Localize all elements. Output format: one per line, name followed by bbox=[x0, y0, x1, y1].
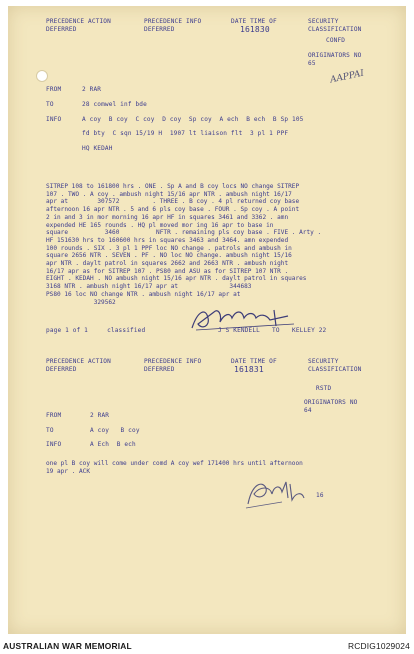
document-sheet bbox=[8, 6, 406, 634]
security-label: SECURITY CLASSIFICATION bbox=[308, 18, 362, 33]
security-value-2: RSTD bbox=[316, 385, 332, 392]
from-label-2: FROM bbox=[46, 412, 62, 419]
tel-label: TO bbox=[272, 327, 280, 334]
info-label-2: INFO bbox=[46, 441, 62, 448]
signer-name: J S KENDELL bbox=[218, 327, 261, 334]
date-time-label-2: DATE TIME OF bbox=[231, 358, 277, 365]
from-label: FROM bbox=[46, 86, 62, 93]
date-time-label: DATE TIME OF bbox=[231, 18, 277, 25]
security-label-2: SECURITY CLASSIFICATION bbox=[308, 358, 362, 373]
to-label-2: TO bbox=[46, 427, 54, 434]
info-line-3: HQ KEDAH bbox=[82, 145, 113, 152]
signature-2 bbox=[242, 476, 312, 512]
precedence-action-header: PRECEDENCE ACTION DEFERRED bbox=[46, 18, 111, 33]
originators-number: ORIGINATORS NO 65 bbox=[308, 52, 362, 67]
precedence-action-header-2: PRECEDENCE ACTION DEFERRED bbox=[46, 358, 111, 373]
archive-name: AUSTRALIAN WAR MEMORIAL bbox=[3, 641, 132, 651]
date-time-value: 161830 bbox=[240, 25, 270, 34]
handwritten-annotation: AAPPAI bbox=[329, 68, 366, 86]
signature-number: 16 bbox=[316, 492, 324, 499]
info-line-2: fd bty C sqn 15/19 H 1907 lt liaison flt 3 pl 1 PPF bbox=[82, 130, 289, 137]
to-label: TO bbox=[46, 101, 54, 108]
info-label: INFO bbox=[46, 116, 62, 123]
archive-reference: RCDIG1029024 bbox=[348, 641, 410, 651]
originators-number-2: ORIGINATORS NO 64 bbox=[304, 399, 358, 414]
message-body-2: one pl B coy will come under comd A coy wef 171400 hrs until afternoon 19 apr . ACK bbox=[46, 460, 303, 475]
precedence-info-header-2: PRECEDENCE INFO DEFERRED bbox=[144, 358, 202, 373]
from-value: 2 RAR bbox=[82, 86, 102, 93]
from-value-2: 2 RAR bbox=[90, 412, 110, 419]
sitrep-body: SITREP 108 to 161800 hrs . ONE . Sp A and B coy locs NO change SITREP 107 . TWO . A coy . ambush night 15/16 apr NTR . ambush night 16/17 apr at 307572 . THREE . B coy . 4 pl returned coy base afternoon 16 apr NTR . 5 and 6 pls coy base . FOUR . Sp coy . A point 2 in and 3 in mor morning 16 apr HF in squares 3461 and 3362 . amn expended HE 165 rounds . HQ pl moved mor ing 16 apr to base in square 3460 NFTR . remaining pls coy base . FIVE . Arty . HF 151630 hrs to 160600 hrs in squares 3463 and 3464. amn expended 100 rounds . SIX . 3 pl 1 PPF loc NO change . patrols and ambush in square 2656 NTR . SEVEN . PF . NO loc NO change. ambush night 15/16 apr NTR . daylt patrol in squares 2662 and 2663 NTR . ambush night 16/17 apr as for SITREP 107 . PS80 and ASU as for SITREP 107 NTR . EIGHT . KEDAH . NO ambush night 15/16 apr NTR . daylt patrol in squares 3168 NTR . ambush night 16/17 apr at 344683 PS80 16 loc NO change NTR . ambush night 16/17 apr at 329562 bbox=[46, 183, 322, 306]
date-time-value-2: 161831 bbox=[234, 365, 264, 374]
punch-hole bbox=[36, 70, 48, 82]
precedence-info-header: PRECEDENCE INFO DEFERRED bbox=[144, 18, 202, 33]
security-value: CONFD bbox=[326, 37, 346, 44]
page-count: page 1 of 1 classified bbox=[46, 327, 146, 334]
info-value-2: A Ech B ech bbox=[90, 441, 136, 448]
archive-footer bbox=[0, 638, 414, 654]
info-line-1: A coy B coy C coy D coy Sp coy A ech B ech B Sp 105 bbox=[82, 116, 304, 123]
to-value: 28 comwel inf bde bbox=[82, 101, 147, 108]
to-value-2: A coy B coy bbox=[90, 427, 140, 434]
tel-value: KELLEY 22 bbox=[292, 327, 327, 334]
